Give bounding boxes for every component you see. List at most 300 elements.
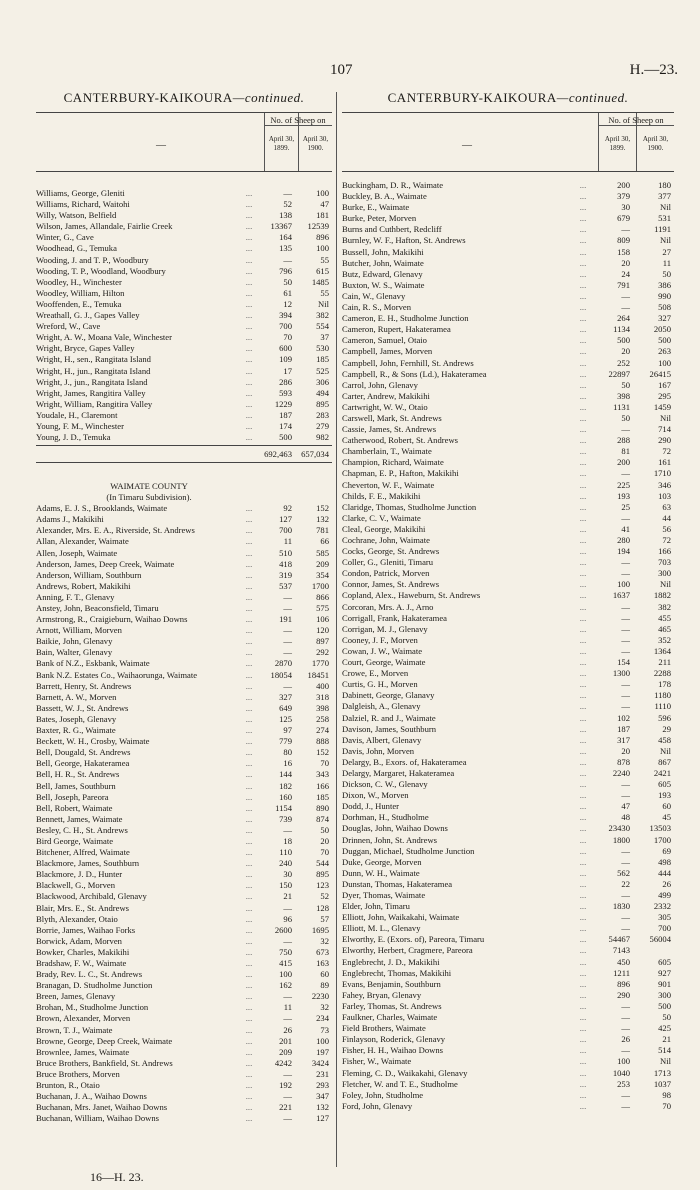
leader-dots: ...	[579, 801, 587, 812]
sheep-1899: 20	[621, 257, 630, 268]
sheep-1899: 193	[617, 490, 630, 501]
leader-dots: ...	[579, 845, 587, 856]
sheep-1900: 12539	[307, 221, 329, 232]
leader-dots: ...	[245, 702, 253, 713]
table-row	[36, 958, 332, 969]
table-row	[36, 847, 332, 858]
sheep-1899: —	[283, 636, 292, 647]
leader-dots: ...	[245, 603, 253, 613]
entry-name: Duke, George, Morven	[342, 856, 422, 867]
entry-name: Dixon, W., Morven	[342, 790, 409, 801]
sheep-1899: 174	[279, 420, 292, 431]
entry-name: Borwick, Adam, Morven	[36, 935, 122, 946]
leader-dots: ...	[579, 535, 587, 545]
entry-name: Campbell, R., & Sons (Ld.), Hakateramea	[342, 368, 487, 379]
leader-dots: ...	[245, 625, 253, 636]
table-row	[36, 592, 332, 603]
leader-dots: ...	[245, 1113, 253, 1124]
sheep-1900: 70	[320, 758, 329, 769]
leader-dots: ...	[245, 891, 253, 902]
leader-dots: ...	[579, 989, 587, 1000]
leader-dots: ...	[579, 623, 587, 634]
table-row	[342, 391, 674, 402]
sheep-1900: 300	[658, 568, 671, 579]
sheep-1900: 56	[662, 523, 671, 534]
sheep-1899: 162	[279, 980, 292, 991]
leader-dots: ...	[579, 324, 587, 335]
leader-dots: ...	[579, 202, 587, 213]
entry-name: Blackmore, J. D., Hunter	[36, 869, 123, 880]
sheep-1899: 700	[279, 321, 292, 332]
leader-dots: ...	[245, 365, 253, 376]
sheep-1900: 1713	[653, 1067, 671, 1078]
leader-dots: ...	[579, 1078, 587, 1089]
table-row	[342, 235, 674, 246]
sheep-1900: 2230	[311, 991, 329, 1002]
table-row	[342, 1034, 674, 1045]
entry-name: Fletcher, W. and T. E., Studholme	[342, 1078, 458, 1089]
table-row	[36, 1047, 332, 1058]
sheep-1899: 125	[279, 713, 292, 724]
leader-dots: ...	[245, 1046, 253, 1057]
table-row	[36, 277, 332, 288]
entry-name: Cameron, E. H., Studholme Junction	[342, 313, 469, 324]
entry-name: Farley, Thomas, St. Andrews	[342, 1000, 442, 1011]
table-row	[342, 846, 674, 857]
sheep-1900: 1191	[654, 224, 671, 235]
table-row	[36, 703, 332, 714]
county-heading: WAIMATE COUNTY	[110, 481, 188, 492]
table-row	[342, 579, 674, 590]
leader-dots: ...	[245, 958, 253, 968]
sheep-1899: 1134	[613, 324, 630, 335]
leader-dots: ...	[245, 310, 253, 321]
leader-dots: ...	[245, 658, 253, 669]
sheep-1899: —	[621, 568, 630, 579]
table-row	[36, 1002, 332, 1013]
leader-dots: ...	[245, 420, 253, 431]
leader-dots: ...	[245, 1057, 253, 1068]
leader-dots: ...	[245, 210, 253, 221]
right-column-title	[342, 90, 674, 106]
sheep-1899: 1800	[612, 834, 630, 845]
table-row	[36, 925, 332, 936]
leader-dots: ...	[579, 701, 587, 712]
leader-dots: ...	[245, 758, 253, 769]
sheep-1899: 319	[279, 569, 292, 580]
sheep-1899: 562	[617, 867, 630, 878]
left-col-1899-header: April 30, 1899.	[268, 135, 295, 152]
sheep-1899: 100	[617, 1056, 630, 1067]
sheep-1899: 779	[279, 736, 292, 747]
sheep-1900: 890	[316, 802, 329, 813]
sheep-1899: 209	[279, 1046, 292, 1057]
entry-name: Bennett, James, Waimate	[36, 813, 123, 824]
entry-name: Claridge, Thomas, Studholme Junction	[342, 501, 477, 512]
table-row	[342, 280, 674, 291]
sheep-1899: 70	[283, 332, 292, 343]
sheep-1900: 234	[316, 1013, 329, 1024]
table-row	[36, 891, 332, 902]
column-divider	[336, 92, 337, 1167]
table-row	[342, 679, 674, 690]
table-row	[342, 335, 674, 346]
table-row	[342, 945, 674, 956]
sheep-1900: 382	[316, 310, 329, 321]
leader-dots: ...	[579, 867, 587, 878]
leader-dots: ...	[579, 191, 587, 202]
sheep-1899: —	[283, 591, 292, 602]
left-column-title	[36, 90, 332, 106]
table-row	[36, 869, 332, 880]
table-row	[36, 1058, 332, 1069]
leader-dots: ...	[245, 387, 253, 398]
entry-name: Arnott, William, Morven	[36, 625, 122, 636]
sheep-1900: 185	[316, 354, 329, 365]
sheep-1900: 455	[658, 612, 671, 623]
sheep-1900: 544	[316, 858, 329, 869]
leader-dots: ...	[245, 298, 253, 309]
entry-name: Condon, Patrick, Morven	[342, 568, 430, 579]
leader-dots: ...	[245, 558, 253, 569]
sheep-1900: 2421	[653, 767, 671, 778]
sheep-1900: 458	[658, 734, 671, 745]
table-row	[342, 358, 674, 369]
sheep-1900: 425	[658, 1023, 671, 1034]
table-row	[36, 1069, 332, 1080]
sheep-1900: 72	[662, 446, 671, 457]
sheep-1900: 26415	[649, 368, 671, 379]
sheep-1899: —	[283, 647, 292, 658]
entry-name: Elliott, M. L., Glenavy	[342, 923, 421, 934]
leader-dots: ...	[579, 468, 587, 479]
leader-dots: ...	[245, 847, 253, 858]
right-column	[342, 90, 674, 1112]
sheep-1899: —	[621, 302, 630, 313]
leader-dots: ...	[579, 690, 587, 701]
entry-name: Dunstan, Thomas, Hakateramea	[342, 878, 453, 889]
leader-dots: ...	[579, 290, 587, 301]
sheep-1899: 679	[617, 213, 630, 224]
leader-dots: ...	[245, 669, 253, 680]
leader-dots: ...	[245, 969, 253, 980]
sheep-1899: 138	[279, 210, 292, 221]
leader-dots: ...	[579, 346, 587, 357]
entry-name: Finlayson, Roderick, Glenavy	[342, 1034, 446, 1045]
entry-name: Elworthy, Herbert, Cragmere, Pareora	[342, 945, 473, 956]
table-row	[342, 1056, 674, 1067]
sheep-1900: 50	[662, 268, 671, 279]
leader-dots: ...	[245, 569, 253, 580]
sheep-1899: 791	[617, 279, 630, 290]
entry-name: Woodley, H., Winchester	[36, 276, 122, 287]
sheep-1899: 537	[279, 580, 292, 591]
entry-name: Youdale, H., Claremont	[36, 409, 118, 420]
sheep-1899: —	[621, 468, 630, 479]
left-table-header	[36, 112, 332, 172]
table-row	[36, 343, 332, 354]
entry-name: Cameron, Rupert, Hakateramea	[342, 324, 451, 335]
sheep-1900: 180	[658, 180, 671, 190]
sheep-1900: 50	[320, 824, 329, 835]
leader-dots: ...	[579, 412, 587, 423]
table-row	[36, 388, 332, 399]
sheep-1900: 13503	[649, 823, 671, 834]
leader-dots: ...	[245, 287, 253, 298]
entry-name: Cowan, J. W., Waimate	[342, 645, 423, 656]
sheep-1899: 1040	[612, 1067, 630, 1078]
sheep-1899: 809	[617, 235, 630, 246]
table-row	[36, 421, 332, 432]
table-row	[36, 603, 332, 614]
entry-name: Woodhead, G., Temuka	[36, 243, 117, 254]
entry-name: Besley, C. H., St. Andrews	[36, 824, 128, 835]
sheep-1900: 32	[320, 935, 329, 946]
leader-dots: ...	[579, 912, 587, 923]
sheep-1900: 193	[658, 790, 671, 801]
sheep-1899: 100	[617, 579, 630, 590]
sheep-1900: 63	[662, 501, 671, 512]
sheep-1900: 181	[316, 210, 329, 221]
sheep-1900: 386	[658, 279, 671, 290]
entry-name: Brunton, R., Otaio	[36, 1080, 100, 1091]
sheep-1899: 158	[617, 246, 630, 257]
entry-name: Borrie, James, Waihao Forks	[36, 924, 136, 935]
sheep-1900: 55	[320, 254, 329, 265]
right-title-suffix: —continued.	[556, 90, 629, 105]
sheep-1899: 253	[617, 1078, 630, 1089]
sheep-1900: 500	[658, 335, 671, 346]
sheep-1900: Nil	[660, 745, 671, 756]
sheep-1900: 209	[316, 558, 329, 569]
table-row	[342, 613, 674, 624]
sheep-1900: 103	[658, 490, 671, 501]
sheep-1899: 41	[621, 523, 630, 534]
entry-name: Dickson, C. W., Glenavy	[342, 779, 428, 790]
table-row	[342, 224, 674, 235]
sheep-1899: 500	[279, 432, 292, 443]
leader-dots: ...	[245, 780, 253, 791]
table-row	[36, 714, 332, 725]
table-row	[36, 792, 332, 803]
table-row	[342, 557, 674, 568]
table-row	[36, 914, 332, 925]
entry-name: Fisher, H. H., Waihao Downs	[342, 1045, 443, 1056]
leader-dots: ...	[245, 354, 253, 365]
entry-name: Browne, George, Deep Creek, Waimate	[36, 1035, 173, 1046]
sheep-1899: 2870	[274, 658, 292, 669]
sheep-1899: 1637	[612, 590, 630, 601]
sheep-1899: 18	[283, 835, 292, 846]
table-row	[36, 1025, 332, 1036]
sheep-1900: 465	[658, 623, 671, 634]
entry-name: Wright, H., jun., Rangitata Island	[36, 365, 151, 376]
entry-name: Cameron, Samuel, Otaio	[342, 335, 427, 346]
sheep-1900: 106	[316, 614, 329, 625]
entry-name: Cleal, George, Makikihi	[342, 523, 426, 534]
sheep-1899: 26	[283, 1024, 292, 1035]
sheep-1899: 200	[617, 180, 630, 190]
table-row	[342, 668, 674, 679]
right-table-header	[342, 112, 674, 172]
sheep-1900: 123	[316, 880, 329, 891]
entry-name: Blackmore, James, Southburn	[36, 858, 140, 869]
entry-name: Wooding, T. P., Woodland, Woodbury	[36, 265, 166, 276]
table-row	[36, 769, 332, 780]
entry-name: Bruce Brothers, Morven	[36, 1068, 120, 1079]
sheep-1900: 866	[316, 591, 329, 602]
entry-name: Buckley, B. A., Waimate	[342, 191, 427, 202]
sheep-1900: 57	[320, 913, 329, 924]
entry-name: Wright, A. W., Moana Vale, Winchester	[36, 332, 172, 343]
sheep-1900: 293	[316, 1080, 329, 1091]
table-row	[342, 1079, 674, 1090]
sheep-1899: —	[621, 224, 630, 235]
entry-name: Campbell, John, Fernhill, St. Andrews	[342, 357, 474, 368]
table-row	[342, 402, 674, 413]
sheep-1899: 327	[279, 691, 292, 702]
sheep-1899: 200	[617, 457, 630, 468]
sheep-1899: 290	[617, 989, 630, 1000]
sheep-1900: 605	[658, 956, 671, 967]
table-row	[342, 968, 674, 979]
left-col-1900-header: April 30, 1900.	[302, 135, 329, 152]
sheep-1900: 27	[662, 246, 671, 257]
sheep-1899: 50	[621, 412, 630, 423]
table-row	[36, 255, 332, 266]
left-title-suffix: —continued.	[232, 90, 305, 105]
sheep-1900: 1364	[653, 645, 671, 656]
sheep-1900: 3424	[311, 1057, 329, 1068]
sheep-1899: 20	[621, 346, 630, 357]
sheep-1900: 596	[658, 712, 671, 723]
sheep-1899: 17	[283, 365, 292, 376]
leader-dots: ...	[245, 813, 253, 824]
sheep-1899: —	[621, 701, 630, 712]
table-row	[342, 646, 674, 657]
leader-dots: ...	[245, 913, 253, 924]
sheep-1900: 178	[658, 679, 671, 690]
leader-dots: ...	[245, 680, 253, 691]
entry-name: Butz, Edward, Glenavy	[342, 268, 423, 279]
table-row	[342, 380, 674, 391]
sheep-1899: 61	[283, 287, 292, 298]
leader-dots: ...	[579, 1067, 587, 1078]
sheep-1899: 97	[283, 725, 292, 736]
sheep-1900: 343	[316, 769, 329, 780]
sheep-1900: 152	[316, 503, 329, 514]
right-name-column-dash: —	[462, 140, 472, 151]
sheep-1900: 525	[316, 365, 329, 376]
sheep-1899: —	[283, 935, 292, 946]
sheep-1900: 70	[662, 1100, 671, 1111]
entry-name: Bradshaw, F. W., Waimate	[36, 958, 127, 968]
sheep-1900: 132	[316, 1102, 329, 1113]
table-row	[342, 413, 674, 424]
right-title-text: CANTERBURY-KAIKOURA	[387, 90, 557, 105]
sheep-1900: 29	[662, 723, 671, 734]
entry-name: Bussell, John, Makikihi	[342, 246, 424, 257]
sheep-1899: 164	[279, 232, 292, 243]
sheep-1900: 2332	[653, 901, 671, 912]
entry-name: Childs, F. E., Makikihi	[342, 490, 421, 501]
leader-dots: ...	[579, 1100, 587, 1111]
entry-name: Cain, R. S., Morven	[342, 302, 411, 313]
sheep-1900: 1110	[654, 701, 671, 712]
entry-name: Connor, James, St. Andrews	[342, 579, 440, 590]
left-column	[36, 90, 332, 1124]
sheep-1899: —	[621, 1000, 630, 1011]
sheep-1900: 1485	[311, 276, 329, 287]
sheep-1899: —	[283, 188, 292, 198]
sheep-1899: 2240	[612, 767, 630, 778]
sheep-1899: —	[621, 634, 630, 645]
leader-dots: ...	[579, 756, 587, 767]
table-row	[342, 524, 674, 535]
sheep-1900: 100	[316, 188, 329, 198]
sheep-1900: Nil	[660, 235, 671, 246]
entry-name: Cocks, George, St. Andrews	[342, 546, 440, 557]
leader-dots: ...	[245, 835, 253, 846]
sheep-1899: 415	[279, 958, 292, 968]
entry-name: Field Brothers, Waimate	[342, 1023, 426, 1034]
sheep-1900: 290	[658, 435, 671, 446]
sheep-1899: —	[283, 902, 292, 913]
sheep-1900: 398	[316, 702, 329, 713]
total-1899: 692,463	[264, 449, 292, 460]
table-row	[36, 936, 332, 947]
leader-dots: ...	[579, 479, 587, 490]
leader-dots: ...	[579, 657, 587, 668]
entry-name: Anstey, John, Beaconsfield, Timaru	[36, 603, 159, 613]
entry-name: Wright, William, Rangitira Valley	[36, 398, 153, 409]
sheep-1900: 990	[658, 290, 671, 301]
sheep-1899: 264	[617, 313, 630, 324]
table-row	[36, 1080, 332, 1091]
entry-name: Dunn, W. H., Waimate	[342, 867, 420, 878]
sheep-1900: 295	[658, 390, 671, 401]
leader-dots: ...	[245, 343, 253, 354]
leader-dots: ...	[245, 725, 253, 736]
table-row	[36, 1102, 332, 1113]
entry-name: Wooding, J. and T. P., Woodbury	[36, 254, 149, 265]
table-row	[36, 221, 332, 232]
leader-dots: ...	[245, 232, 253, 243]
sheep-1899: 154	[617, 657, 630, 668]
entry-name: Bell, George, Hakateramea	[36, 758, 130, 769]
entry-name: Corcoran, Mrs. A. J., Arno	[342, 601, 434, 612]
entry-name: Carrol, John, Glenavy	[342, 379, 418, 390]
total-label-blank	[36, 446, 258, 462]
page-number: 107	[330, 62, 353, 78]
entry-name: Wooffenden, E., Temuka	[36, 298, 122, 309]
sheep-1899: —	[283, 991, 292, 1002]
entry-name: Buckingham, D. R., Waimate	[342, 180, 444, 190]
entry-name: Clarke, C. V., Waimate	[342, 512, 421, 523]
sheep-1899: —	[621, 557, 630, 568]
entry-name: Fahey, Bryan, Glenavy	[342, 989, 422, 1000]
sheep-1899: —	[283, 1013, 292, 1024]
sheep-1899: 16	[283, 758, 292, 769]
entry-name: Young, F. M., Winchester	[36, 420, 124, 431]
leader-dots: ...	[579, 723, 587, 734]
sheep-1900: 1180	[654, 690, 671, 701]
table-row	[342, 502, 674, 513]
sheep-1900: 514	[658, 1045, 671, 1056]
table-row	[342, 1001, 674, 1012]
sheep-1900: 781	[316, 525, 329, 536]
sheep-1900: 897	[316, 636, 329, 647]
